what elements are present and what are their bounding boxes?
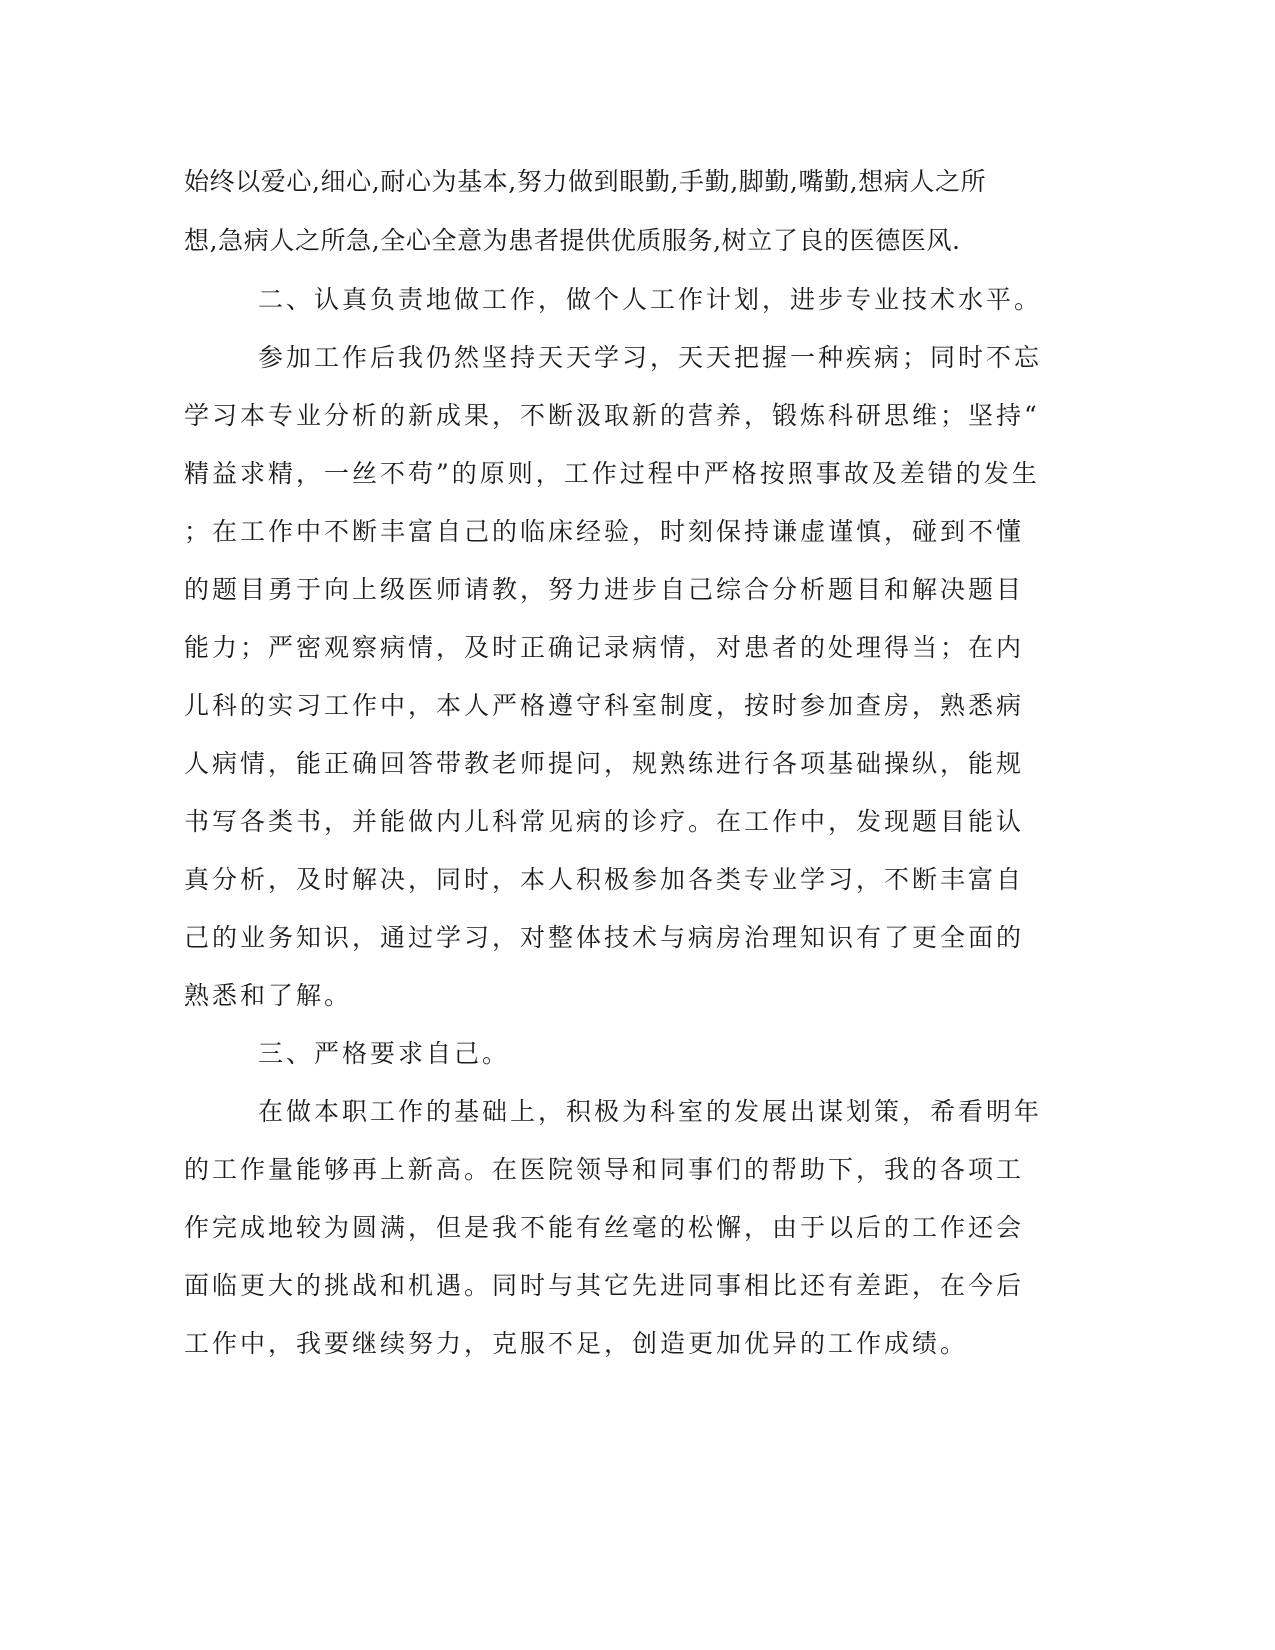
text-line: 的工作量能够再上新高。在医院领导和同事们的帮助下，我的各项工 xyxy=(184,1155,1025,1184)
text-line: 作完成地较为圆满，但是我不能有丝毫的松懈，由于以后的工作还会 xyxy=(184,1213,1025,1242)
text-line: 己的业务知识，通过学习，对整体技术与病房治理知识有了更全面的 xyxy=(184,923,1025,952)
text-line: 人病情，能正确回答带教老师提问，规熟练进行各项基础操纵，能规 xyxy=(184,749,1025,778)
text-line: 想,急病人之所急,全心全意为患者提供优质服务,树立了良的医德医风. xyxy=(184,226,961,255)
text-line: 学习本专业分析的新成果，不断汲取新的营养，锻炼科研思维；坚持“ xyxy=(184,401,1040,430)
text-line: 真分析，及时解决，同时，本人积极参加各类专业学习，不断丰富自 xyxy=(184,865,1025,894)
text-line: ；在工作中不断丰富自己的临床经验，时刻保持谦虚谨慎，碰到不懂 xyxy=(184,517,1025,546)
text-line: 熟悉和了解。 xyxy=(184,981,353,1010)
text-line: 书写各类书，并能做内儿科常见病的诊疗。在工作中，发现题目能认 xyxy=(184,807,1025,836)
text-line: 工作中，我要继续努力，克服不足，创造更加优异的工作成绩。 xyxy=(184,1329,969,1358)
section-heading: 三、严格要求自己。 xyxy=(258,1039,511,1068)
section-heading: 二、认真负责地做工作，做个人工作计划，进步专业技术水平。 xyxy=(258,285,1043,314)
text-line: 的题目勇于向上级医师请教，努力进步自己综合分析题目和解决题目 xyxy=(184,575,1025,604)
text-line: 参加工作后我仍然坚持天天学习，天天把握一种疾病；同时不忘 xyxy=(258,343,1043,372)
text-line: 在做本职工作的基础上，积极为科室的发展出谋划策，希看明年 xyxy=(258,1097,1043,1126)
text-line: 能力；严密观察病情，及时正确记录病情，对患者的处理得当；在内 xyxy=(184,633,1025,662)
text-line: 儿科的实习工作中，本人严格遵守科室制度，按时参加查房，熟悉病 xyxy=(184,691,1025,720)
text-line: 精益求精，一丝不苟”的原则，工作过程中严格按照事故及差错的发生 xyxy=(184,459,1040,488)
text-line: 面临更大的挑战和机遇。同时与其它先进同事相比还有差距，在今后 xyxy=(184,1271,1025,1300)
text-line: 始终以爱心,细心,耐心为基本,努力做到眼勤,手勤,脚勤,嘴勤,想病人之所 xyxy=(184,167,987,196)
